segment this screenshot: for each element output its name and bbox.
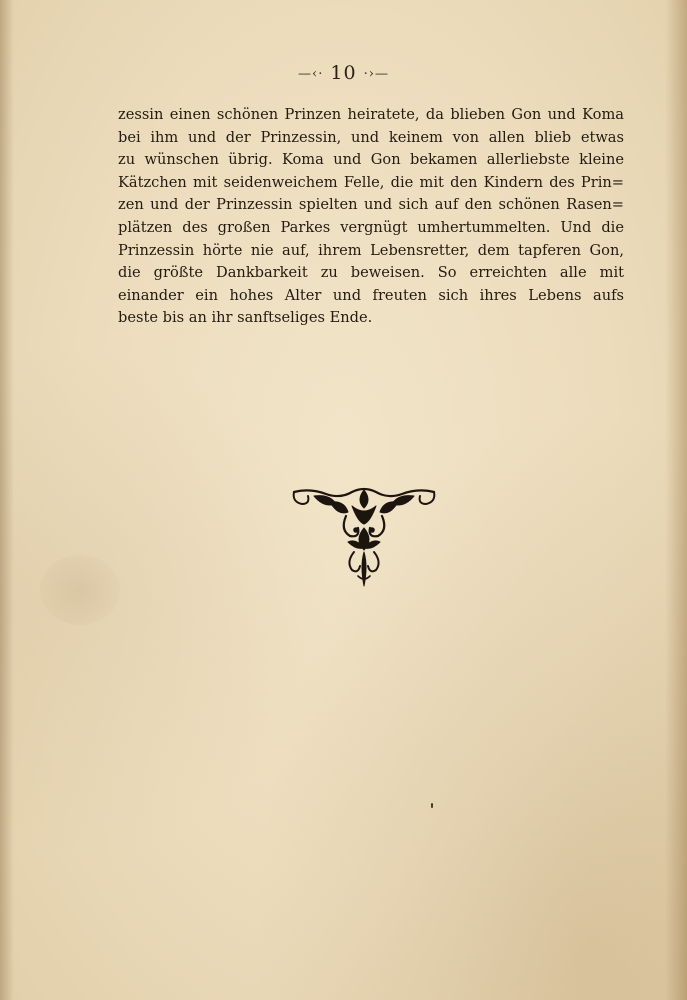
text-line: Kätzchen mit seidenweichem Felle, die mit den Kindern des Prin= — [118, 173, 624, 191]
text-line: zen und der Prinzessin spielten und sich auf den schönen Rasen= — [118, 196, 624, 214]
text-line: bei ihm und der Prinzessin, und keinem von allen blieb etwas — [118, 128, 624, 146]
text-line: plätzen des großen Parkes vergnügt umhertummelten. Und die — [118, 218, 624, 236]
floral-vignette-icon — [290, 486, 438, 590]
text-line: die größte Dankbarkeit zu beweisen. So erreichten alle mit — [118, 264, 624, 282]
text-line: Prinzessin hörte nie auf, ihrem Lebensretter, dem tapferen Gon, — [118, 241, 624, 259]
header-ornament-right: ·›— — [363, 66, 389, 82]
text-line: einander ein hohes Alter und freuten sich ihres Lebens aufs — [118, 286, 624, 304]
text-line: beste bis an ihr sanftseliges Ende. — [118, 309, 373, 327]
paper-stain — [40, 555, 120, 625]
page-header — [0, 62, 687, 84]
text-line: zu wünschen übrig. Koma und Gon bekamen allerliebste kleine — [118, 151, 624, 169]
body-text — [118, 104, 624, 330]
header-ornament-left: —‹· — [298, 66, 324, 82]
ink-speck — [431, 803, 433, 808]
text-line: zessin einen schönen Prinzen heiratete, da blieben Gon und Koma — [118, 106, 624, 123]
page-number: 10 — [330, 62, 357, 84]
